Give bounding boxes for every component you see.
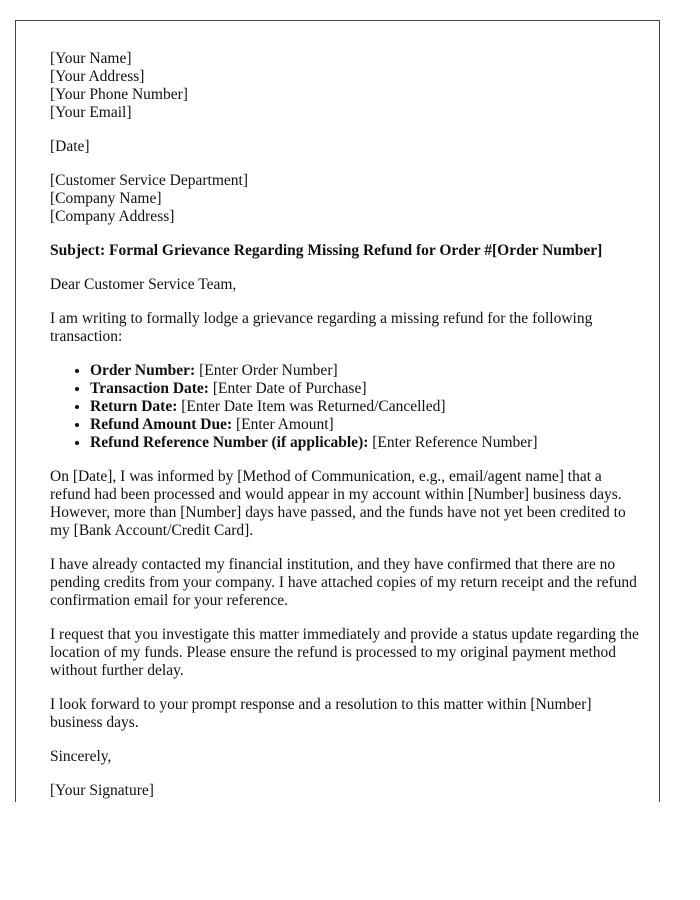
- body-paragraph: I have already contacted my financial institution, and they have confirmed that there are no pending credits from your company. I have attached copies of my return receipt and the refund confirmation email for your reference.: [50, 556, 637, 609]
- sender-name: [Your Name]: [50, 50, 132, 67]
- detail-value: [Enter Amount]: [232, 416, 334, 433]
- body-paragraph: On [Date], I was informed by [Method of Communication, e.g., email/agent name] that a refund had been processed and would appear in my account within [Number] business days. However, more than [Number] days have passed, and the funds have not yet been credited to my [Bank Account/Credit Card].: [50, 468, 626, 539]
- sender-email: [Your Email]: [50, 104, 132, 121]
- list-item: [90, 398, 644, 416]
- recipient-block: [50, 172, 644, 226]
- body-paragraph: I look forward to your prompt response and a resolution to this matter within [Number] business days.: [50, 696, 592, 731]
- list-item: [90, 362, 644, 380]
- signature: [Your Signature]: [50, 782, 154, 799]
- body-paragraph: I request that you investigate this matter immediately and provide a status update regarding the location of my funds. Please ensure the refund is processed to my original payment method without further delay.: [50, 626, 639, 679]
- detail-value: [Enter Reference Number]: [368, 434, 538, 451]
- intro-paragraph: I am writing to formally lodge a grievance regarding a missing refund for the following transaction:: [50, 310, 593, 345]
- detail-label: Order Number:: [90, 362, 196, 379]
- closing: Sincerely,: [50, 748, 112, 765]
- sender-phone: [Your Phone Number]: [50, 86, 188, 103]
- recipient-address: [Company Address]: [50, 208, 175, 225]
- detail-label: Return Date:: [90, 398, 178, 415]
- salutation: Dear Customer Service Team,: [50, 276, 237, 293]
- list-item: [90, 416, 644, 434]
- detail-label: Refund Reference Number (if applicable):: [90, 434, 369, 451]
- list-item: [90, 380, 644, 398]
- detail-value: [Enter Date Item was Returned/Cancelled]: [177, 398, 446, 415]
- detail-label: Refund Amount Due:: [90, 416, 233, 433]
- sender-block: [50, 50, 644, 122]
- recipient-company: [Company Name]: [50, 190, 162, 207]
- transaction-details-list: [50, 362, 644, 452]
- detail-label: Transaction Date:: [90, 380, 209, 397]
- letter-page: [15, 20, 660, 802]
- detail-value: [Enter Date of Purchase]: [208, 380, 367, 397]
- list-item: [90, 434, 644, 452]
- letter-body: [50, 50, 644, 816]
- sender-address: [Your Address]: [50, 68, 145, 85]
- detail-value: [Enter Order Number]: [195, 362, 338, 379]
- subject-line: Subject: Formal Grievance Regarding Missing Refund for Order #[Order Number]: [50, 242, 603, 259]
- letter-date: [Date]: [50, 138, 90, 155]
- recipient-department: [Customer Service Department]: [50, 172, 248, 189]
